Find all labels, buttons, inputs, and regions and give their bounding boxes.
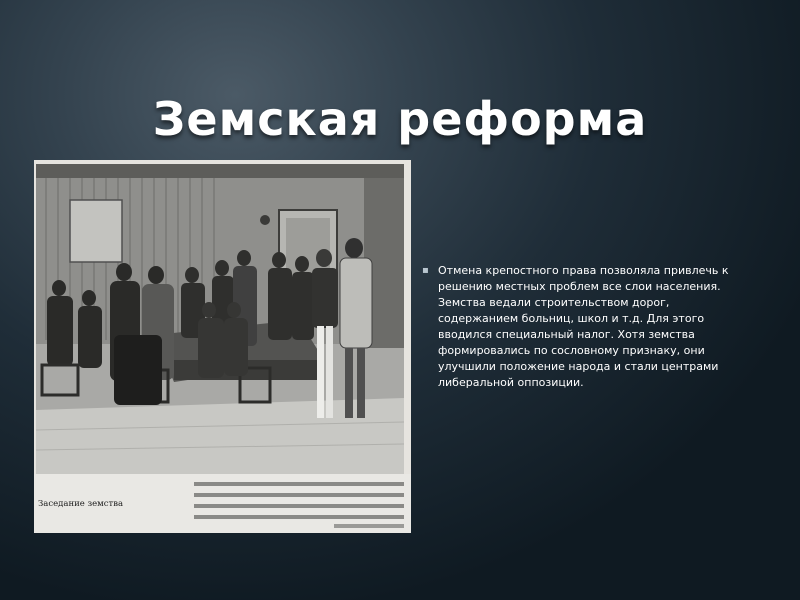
image-caption: Заседание земства <box>38 499 124 509</box>
text-block <box>422 263 752 391</box>
slide-title: Земская реформа <box>152 92 648 146</box>
body-paragraph: Отмена крепостного права позволяла привлечь к решению местных проблем все слои населения. Земства ведали строительством дорог, содержанием больниц, школ и т.д. Для этого вводился специальный налог. Хотя земства формировались по сословному признаку, они улучшили положение народа и стали центрами либеральной оппозиции. <box>438 264 729 389</box>
bullet-icon: ▪ <box>422 265 429 276</box>
zemstvo-meeting-illustration <box>34 160 411 533</box>
